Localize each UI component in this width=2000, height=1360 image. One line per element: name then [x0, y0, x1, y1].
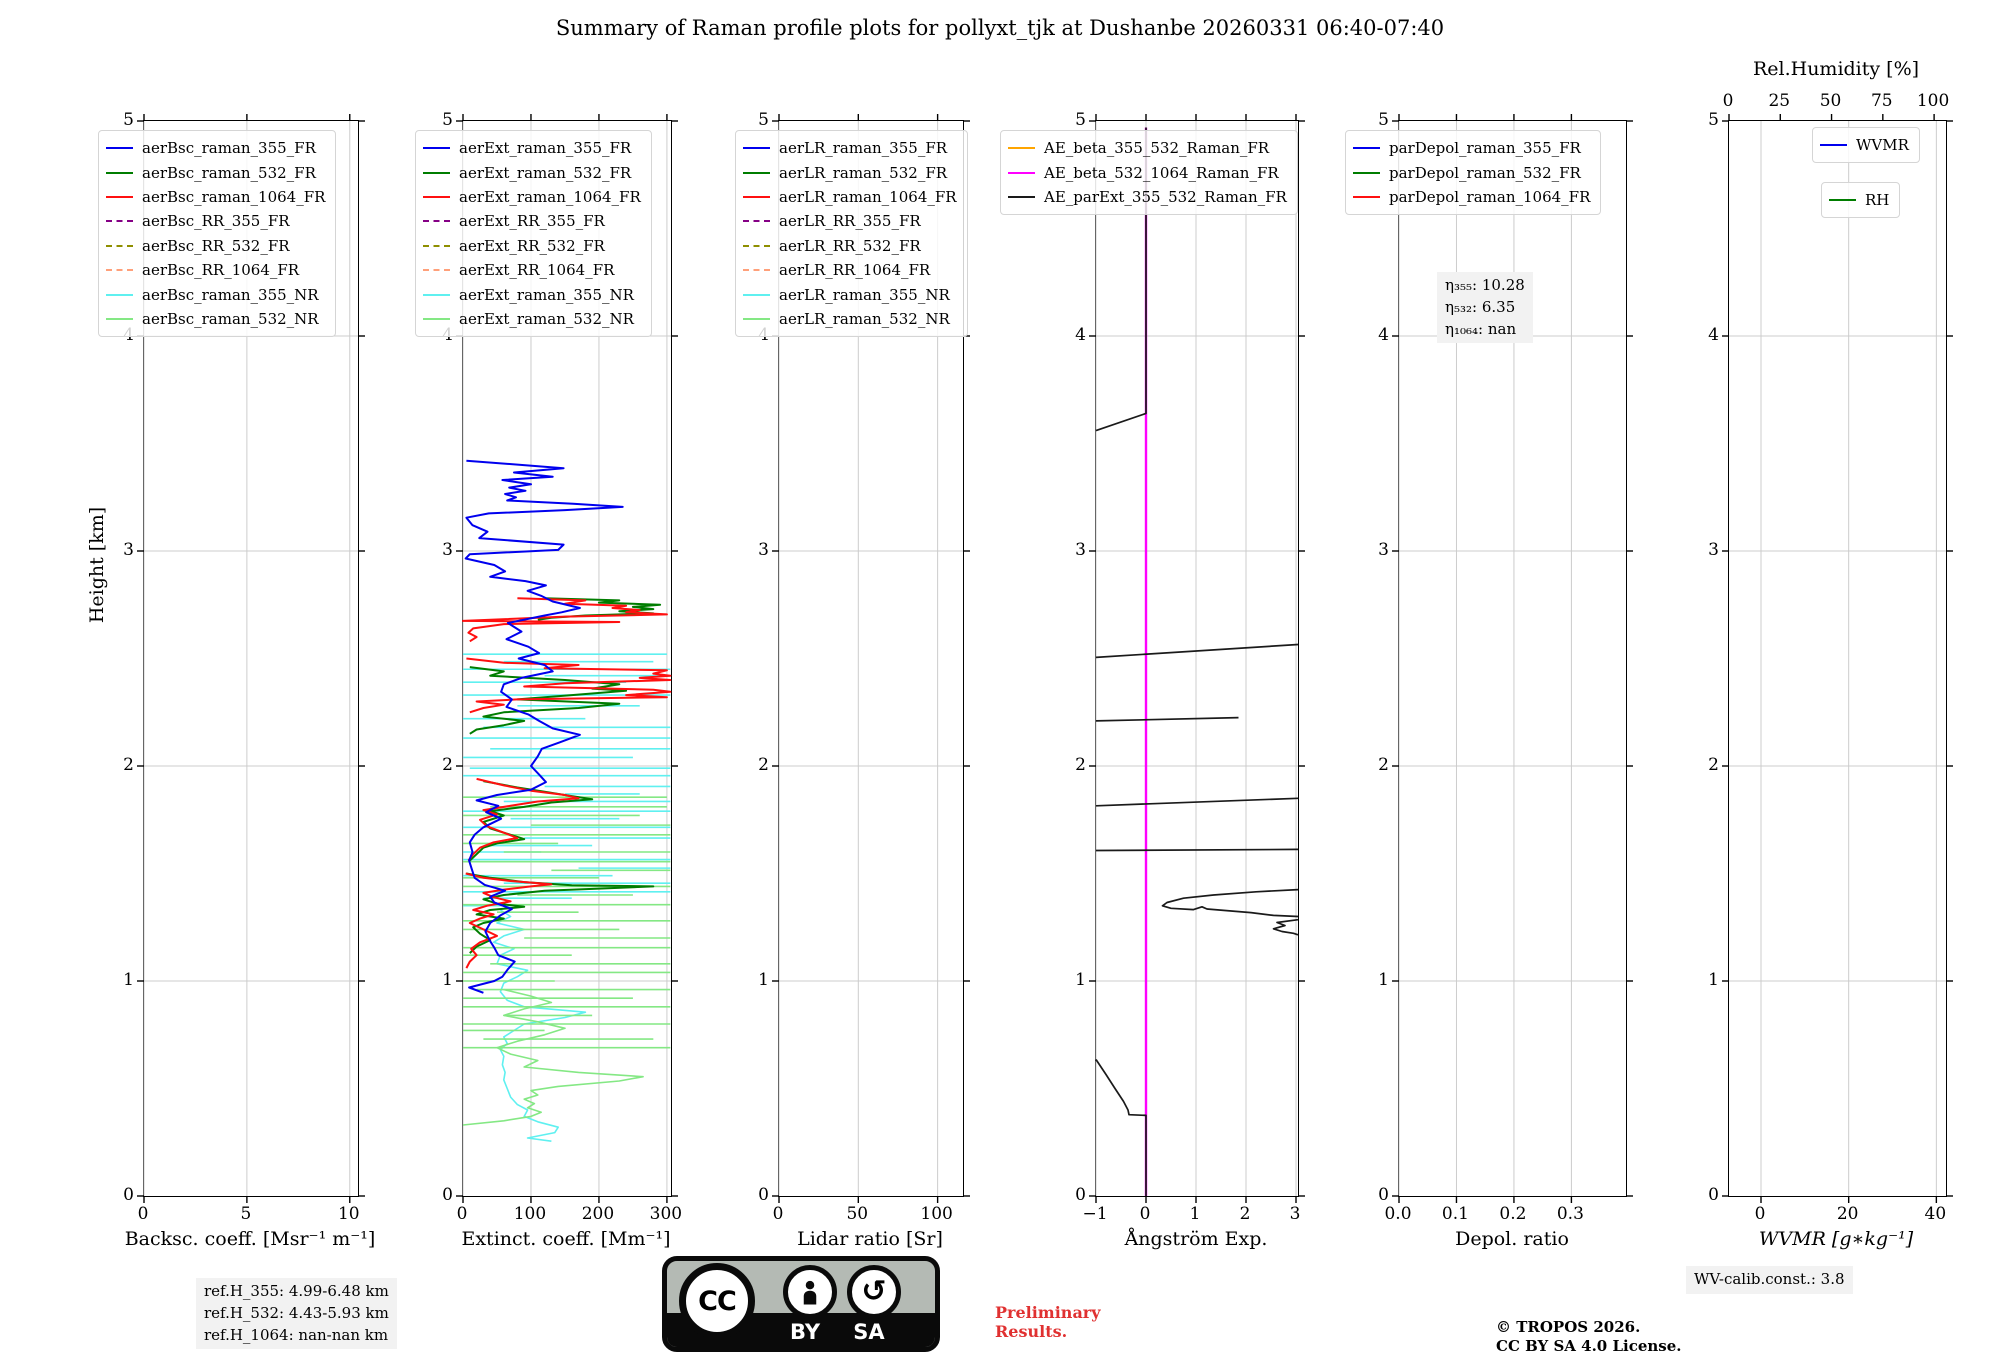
legend-line-sample: [423, 172, 450, 174]
legend-item: [743, 307, 957, 331]
legend-line-sample: [743, 220, 770, 222]
legend-line-sample: [423, 269, 450, 271]
legend-item-label: aerLR_RR_532_FR: [779, 236, 921, 255]
y-tick-label: 0: [1708, 1185, 1719, 1205]
y-tick-label: 5: [1378, 110, 1389, 130]
y-tick-label: 4: [1708, 325, 1719, 345]
legend-line-sample: [743, 172, 770, 174]
x-tick-label: 1: [1189, 1204, 1201, 1224]
x-axis-label-extinction: Extinct. coeff. [Mm⁻¹]: [461, 1228, 671, 1250]
x-tick-label: 10: [337, 1204, 360, 1224]
y-tick-label: 1: [1075, 970, 1086, 990]
legend-item: [423, 258, 641, 282]
legend-wvmr-1: [1821, 182, 1900, 218]
cc-license-badge: [662, 1256, 940, 1352]
legend-line-sample: [743, 294, 770, 296]
x-axis-label-angstrom: Ångström Exp.: [1124, 1228, 1268, 1250]
y-axis-label: Height [km]: [86, 506, 108, 624]
legend-line-sample: [1829, 199, 1856, 201]
y-tick-label: 2: [758, 755, 769, 775]
legend-line-sample: [423, 318, 450, 320]
legend-item-label: aerBsc_RR_1064_FR: [142, 261, 300, 280]
legend-item-label: aerExt_raman_532_FR: [459, 163, 632, 182]
legend-depol: [1345, 130, 1601, 215]
legend-line-sample: [1008, 196, 1035, 198]
x-tick-label: 2: [1239, 1204, 1251, 1224]
top-axis-label-humidity: Rel.Humidity [%]: [1752, 58, 1920, 80]
legend-item-label: aerLR_raman_1064_FR: [779, 187, 957, 206]
y-tick-label: 3: [442, 540, 453, 560]
person-icon: [795, 1277, 825, 1307]
x-tick-label: 40: [1924, 1204, 1947, 1224]
top-tick-label: 25: [1768, 91, 1791, 111]
legend-item: [1820, 133, 1909, 157]
eta-annotation: [1437, 272, 1533, 343]
legend-line-sample: [743, 318, 770, 320]
y-tick-label: 0: [1378, 1185, 1389, 1205]
legend-line-sample: [106, 294, 133, 296]
legend-item: [106, 307, 325, 331]
legend-item-label: aerLR_raman_532_FR: [779, 163, 948, 182]
y-tick-label: 4: [1075, 325, 1086, 345]
y-tick-label: 0: [442, 1185, 453, 1205]
y-tick-label: 3: [1378, 540, 1389, 560]
preliminary-line-2: Results.: [995, 1322, 1068, 1342]
legend-item-label: aerLR_raman_355_FR: [779, 139, 948, 158]
legend-line-sample: [106, 220, 133, 222]
legend-item: [743, 258, 957, 282]
legend-item: [106, 282, 325, 306]
series-AE_parExt_355_532_Raman_FR: [1096, 718, 1239, 721]
x-tick-label: −1: [1082, 1204, 1108, 1224]
x-tick-label: 0.2: [1499, 1204, 1527, 1224]
legend-line-sample: [743, 147, 770, 149]
y-tick-label: 1: [442, 970, 453, 990]
legend-item: [423, 307, 641, 331]
series-aerExt_raman_355_NR: [494, 910, 586, 1141]
y-tick-label: 2: [1075, 755, 1086, 775]
legend-item-label: aerExt_raman_1064_FR: [459, 187, 641, 206]
x-tick-label: 100: [513, 1204, 547, 1224]
legend-item-label: parDepol_raman_532_FR: [1389, 163, 1581, 182]
legend-extinction: [415, 130, 652, 337]
legend-item: [423, 282, 641, 306]
legend-item: [1353, 160, 1590, 184]
legend-item-label: parDepol_raman_355_FR: [1389, 139, 1581, 158]
y-tick-label: 1: [758, 970, 769, 990]
legend-item-label: aerBsc_raman_1064_FR: [142, 187, 326, 206]
legend-item: [1008, 185, 1287, 209]
y-tick-label: 2: [442, 755, 453, 775]
legend-item-label: parDepol_raman_1064_FR: [1389, 187, 1591, 206]
legend-item: [106, 209, 325, 233]
y-tick-label: 3: [1708, 540, 1719, 560]
legend-item: [1008, 160, 1287, 184]
cc-sa-arrow-icon: ↺: [847, 1265, 901, 1319]
x-axis-label-depol: Depol. ratio: [1455, 1228, 1569, 1250]
y-tick-label: 5: [1708, 110, 1719, 130]
legend-item-label: aerBsc_raman_355_FR: [142, 139, 316, 158]
panel-wvmr: [1728, 120, 1947, 1197]
legend-item-label: aerExt_raman_355_NR: [459, 285, 634, 304]
legend-angstrom: [1000, 130, 1298, 215]
y-tick-label: 3: [1075, 540, 1086, 560]
x-tick-label: 20: [1836, 1204, 1859, 1224]
legend-item-label: aerBsc_RR_355_FR: [142, 212, 290, 231]
x-tick-label: 100: [920, 1204, 953, 1224]
legend-backscatter: [98, 130, 336, 337]
y-tick-label: 3: [758, 540, 769, 560]
x-axis-label-wvmr: WVMR [g∗kg⁻¹]: [1758, 1228, 1914, 1250]
y-tick-label: 1: [1708, 970, 1719, 990]
legend-line-sample: [1353, 196, 1380, 198]
copyright-line-1: © TROPOS 2026.: [1496, 1318, 1641, 1336]
legend-item-label: aerExt_RR_532_FR: [459, 236, 605, 255]
legend-item: [743, 160, 957, 184]
top-tick-label: 0: [1722, 91, 1734, 111]
legend-item: [743, 209, 957, 233]
legend-line-sample: [106, 318, 133, 320]
legend-line-sample: [423, 245, 450, 247]
legend-item: [106, 234, 325, 258]
legend-line-sample: [1820, 144, 1847, 146]
series-AE_parExt_355_532_Raman_FR: [1096, 798, 1298, 806]
y-tick-label: 0: [123, 1185, 134, 1205]
legend-item: [106, 136, 325, 160]
legend-item-label: AE_parExt_355_532_Raman_FR: [1044, 187, 1287, 206]
legend-item-label: aerBsc_RR_532_FR: [142, 236, 290, 255]
legend-item: [1829, 188, 1889, 212]
legend-item: [106, 185, 325, 209]
legend-line-sample: [106, 196, 133, 198]
legend-item: [743, 136, 957, 160]
top-tick-label: 50: [1819, 91, 1842, 111]
eta-532: η₅₃₂: 6.35: [1445, 297, 1516, 316]
series-AE_parExt_355_532_Raman_FR: [1096, 1060, 1146, 1197]
legend-lidar_ratio: [735, 130, 968, 337]
legend-line-sample: [743, 269, 770, 271]
wv-calib-annotation: WV-calib.const.: 3.8: [1686, 1266, 1853, 1294]
legend-item: [106, 160, 325, 184]
y-tick-label: 1: [1378, 970, 1389, 990]
x-tick-label: 3: [1289, 1204, 1301, 1224]
top-tick-label: 100: [1916, 91, 1950, 111]
plot-area-wvmr: [1729, 121, 1946, 1196]
y-tick-label: 5: [1075, 110, 1086, 130]
legend-item-label: aerBsc_raman_532_NR: [142, 309, 319, 328]
legend-item: [423, 234, 641, 258]
reference-height-annotation: [196, 1278, 397, 1349]
legend-item: [1353, 185, 1590, 209]
x-tick-label: 0: [1754, 1204, 1766, 1224]
preliminary-line-1: Preliminary: [995, 1303, 1101, 1322]
eta-355: η₃₅₅: 10.28: [1445, 276, 1525, 294]
x-tick-label: 0: [1139, 1204, 1151, 1224]
y-tick-label: 5: [442, 110, 453, 130]
legend-item-label: aerLR_raman_532_NR: [779, 309, 950, 328]
cc-by-label: BY: [789, 1320, 821, 1344]
legend-item-label: AE_beta_355_532_Raman_FR: [1044, 139, 1270, 158]
legend-wvmr-0: [1812, 127, 1920, 163]
legend-item: [1008, 136, 1287, 160]
y-tick-label: 1: [123, 970, 134, 990]
legend-line-sample: [423, 147, 450, 149]
ref-h-1064: ref.H_1064: nan-nan km: [204, 1325, 389, 1344]
legend-item-label: aerBsc_raman_355_NR: [142, 285, 319, 304]
series-AE_parExt_355_532_Raman_FR: [1274, 920, 1299, 935]
legend-line-sample: [423, 220, 450, 222]
cc-sa-label: SA: [853, 1320, 885, 1344]
legend-item-label: aerBsc_raman_532_FR: [142, 163, 316, 182]
legend-line-sample: [743, 196, 770, 198]
legend-item: [423, 209, 641, 233]
x-tick-label: 0: [137, 1204, 149, 1224]
legend-item-label: aerExt_raman_532_NR: [459, 309, 634, 328]
ref-h-355: ref.H_355: 4.99-6.48 km: [204, 1282, 389, 1300]
x-axis-label-backscatter: Backsc. coeff. [Msr⁻¹ m⁻¹]: [124, 1228, 376, 1250]
legend-item: [743, 282, 957, 306]
series-AE_parExt_355_532_Raman_FR: [1096, 849, 1298, 850]
y-tick-label: 0: [758, 1185, 769, 1205]
legend-item-label: aerLR_RR_1064_FR: [779, 261, 931, 280]
copyright-line-2: CC BY SA 4.0 License.: [1496, 1336, 1682, 1355]
x-tick-label: 0: [456, 1204, 468, 1224]
legend-item: [743, 185, 957, 209]
x-tick-label: 0.0: [1384, 1204, 1412, 1224]
y-tick-label: 5: [123, 110, 134, 130]
x-tick-label: 0.1: [1441, 1204, 1469, 1224]
legend-line-sample: [106, 172, 133, 174]
legend-item: [743, 234, 957, 258]
x-tick-label: 200: [581, 1204, 615, 1224]
y-tick-label: 4: [1378, 325, 1389, 345]
legend-item-label: aerExt_RR_1064_FR: [459, 261, 615, 280]
eta-1064: η₁₀₆₄: nan: [1445, 319, 1517, 338]
series-aerExt_raman_1064_FR: [466, 659, 670, 713]
x-axis-label-lidar-ratio: Lidar ratio [Sr]: [797, 1228, 943, 1250]
cc-by-person-icon: [783, 1265, 837, 1319]
legend-line-sample: [1353, 147, 1380, 149]
y-tick-label: 3: [123, 540, 134, 560]
legend-item-label: WVMR: [1856, 136, 1909, 155]
legend-item-label: aerExt_raman_355_FR: [459, 139, 632, 158]
y-tick-label: 2: [1708, 755, 1719, 775]
series-AE_parExt_355_532_Raman_FR: [1163, 890, 1299, 917]
preliminary-results-note: [995, 1303, 1101, 1341]
legend-item-label: aerLR_RR_355_FR: [779, 212, 921, 231]
figure-title: Summary of Raman profile plots for pollyxt_tjk at Dushanbe 20260331 06:40-07:40: [555, 16, 1445, 40]
legend-item: [423, 185, 641, 209]
ref-h-532: ref.H_532: 4.43-5.93 km: [204, 1303, 389, 1322]
legend-item: [1353, 136, 1590, 160]
y-tick-label: 5: [758, 110, 769, 130]
legend-item: [423, 136, 641, 160]
x-tick-label: 5: [240, 1204, 252, 1224]
legend-line-sample: [423, 294, 450, 296]
y-tick-label: 0: [1075, 1185, 1086, 1205]
legend-line-sample: [743, 245, 770, 247]
x-tick-label: 50: [846, 1204, 869, 1224]
x-tick-label: 300: [649, 1204, 683, 1224]
legend-item: [423, 160, 641, 184]
legend-item-label: RH: [1865, 191, 1890, 210]
copyright-note: [1496, 1318, 1682, 1356]
legend-line-sample: [106, 269, 133, 271]
panel-angstrom: [1095, 120, 1299, 1197]
legend-line-sample: [1353, 172, 1380, 174]
legend-line-sample: [106, 147, 133, 149]
legend-line-sample: [1008, 172, 1035, 174]
plot-area-angstrom: [1096, 121, 1298, 1196]
y-tick-label: 2: [1378, 755, 1389, 775]
legend-item-label: aerLR_raman_355_NR: [779, 285, 950, 304]
legend-line-sample: [106, 245, 133, 247]
top-tick-label: 75: [1870, 91, 1893, 111]
legend-line-sample: [1008, 147, 1035, 149]
y-tick-label: 2: [123, 755, 134, 775]
legend-line-sample: [423, 196, 450, 198]
cc-logo-icon: CC: [679, 1263, 755, 1339]
legend-item-label: aerExt_RR_355_FR: [459, 212, 605, 231]
legend-item-label: AE_beta_532_1064_Raman_FR: [1044, 163, 1279, 182]
x-tick-label: 0: [772, 1204, 784, 1224]
legend-item: [106, 258, 325, 282]
x-tick-label: 0.3: [1556, 1204, 1584, 1224]
series-AE_parExt_355_532_Raman_FR: [1096, 645, 1298, 658]
